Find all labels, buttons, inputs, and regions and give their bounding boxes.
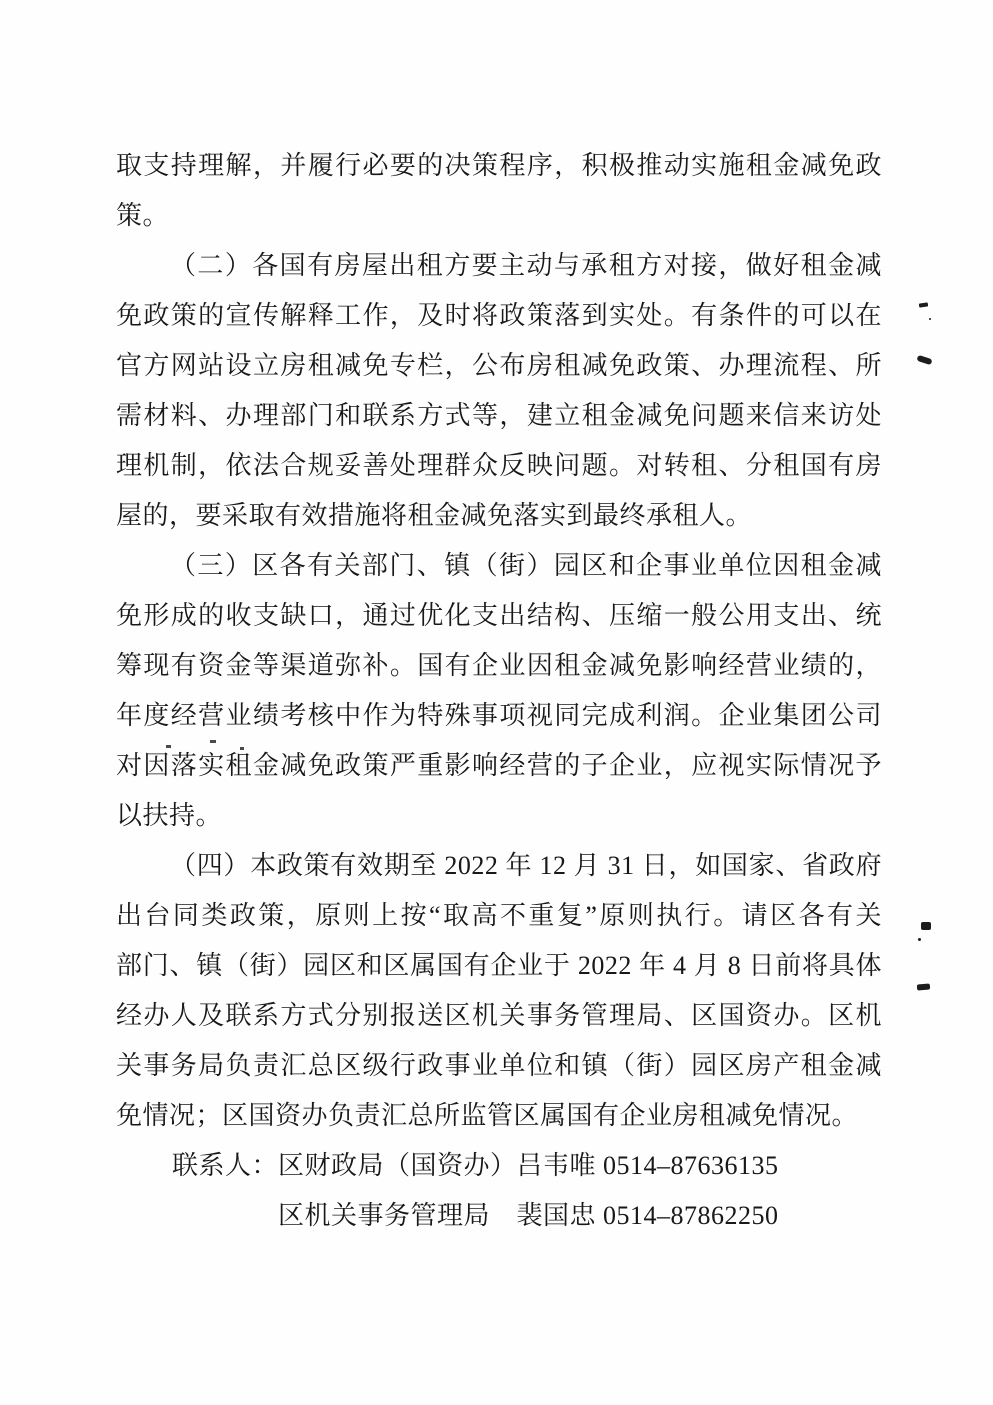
text-line: 免政策的宣传解释工作，及时将政策落到实处。有条件的可以在: [116, 301, 882, 330]
ink-speck: [921, 922, 931, 930]
text-line: 联系人：区财政局（国资办）吕韦唯 0514–87636135: [172, 1151, 779, 1180]
ink-speck: [240, 747, 244, 750]
ink-speck: [918, 938, 921, 941]
text-line: 部门、镇（街）园区和区属国有企业于 2022 年 4 月 8 日前将具体: [116, 951, 882, 980]
text-line: （四）本政策有效期至 2022 年 12 月 31 日，如国家、省政府: [170, 851, 882, 880]
text-line: 筹现有资金等渠道弥补。国有企业因租金减免影响经营业绩的，: [116, 651, 882, 680]
text-line: 策。: [116, 201, 170, 230]
ink-speck: [919, 302, 928, 307]
text-line: 官方网站设立房租减免专栏，公布房租减免政策、办理流程、所: [116, 351, 882, 380]
ink-speck: [166, 745, 171, 748]
text-line: （二）各国有房屋出租方要主动与承租方对接，做好租金减: [170, 251, 882, 280]
document-body: [116, 141, 882, 1241]
text-line: 经办人及联系方式分别报送区机关事务管理局、区国资办。区机: [116, 1001, 882, 1030]
text-line: 以扶持。: [116, 801, 223, 830]
text-line: 对因落实租金减免政策严重影响经营的子企业，应视实际情况予: [116, 751, 882, 780]
text-line: 理机制，依法合规妥善处理群众反映问题。对转租、分租国有房: [116, 451, 882, 480]
text-line: 年度经营业绩考核中作为特殊事项视同完成利润。企业集团公司: [116, 701, 882, 730]
text-line: 免情况；区国资办负责汇总所监管区属国有企业房租减免情况。: [116, 1101, 859, 1130]
ink-speck: [917, 983, 930, 990]
text-line: 屋的，要采取有效措施将租金减免落实到最终承租人。: [116, 501, 753, 530]
ink-speck: [210, 740, 216, 743]
text-line: 免形成的收支缺口，通过优化支出结构、压缩一般公用支出、统: [116, 601, 882, 630]
text-line: 出台同类政策，原则上按“取高不重复”原则执行。请区各有关: [116, 901, 882, 930]
text-line: 取支持理解，并履行必要的决策程序，积极推动实施租金减免政: [116, 151, 882, 180]
text-line: 区机关事务管理局 裴国忠 0514–87862250: [278, 1201, 779, 1230]
ink-speck: [916, 355, 932, 365]
text-line: 需材料、办理部门和联系方式等，建立租金减免问题来信来访处: [116, 401, 882, 430]
ink-speck: [929, 318, 931, 320]
text-line: 关事务局负责汇总区级行政事业单位和镇（街）园区房产租金减: [116, 1051, 882, 1080]
text-line: （三）区各有关部门、镇（街）园区和企事业单位因租金减: [170, 551, 882, 580]
